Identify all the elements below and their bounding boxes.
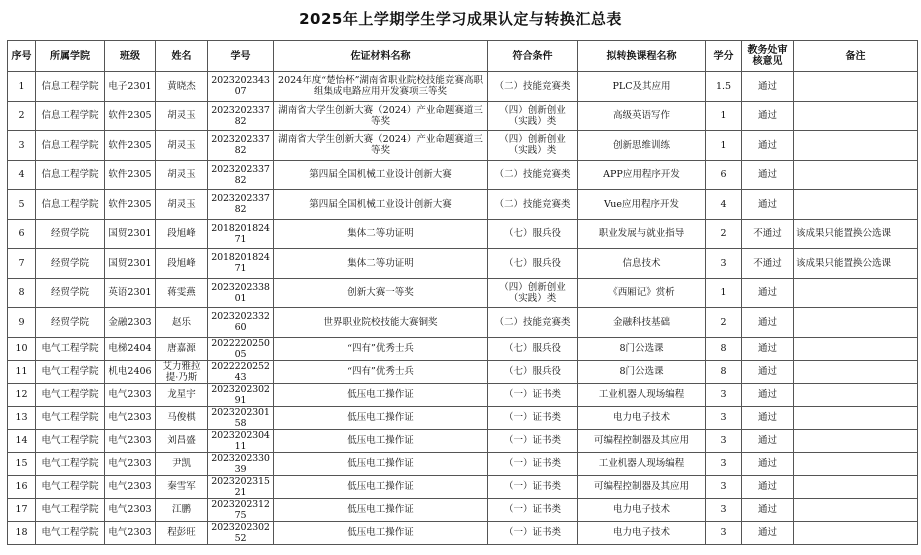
cell-condition: （一）证书类 (488, 521, 578, 544)
header-evidence: 佐证材料名称 (274, 41, 488, 72)
cell-note (794, 383, 918, 406)
cell-college: 经贸学院 (36, 308, 105, 338)
cell-name: 胡灵玉 (156, 190, 208, 220)
cell-college: 信息工程学院 (36, 131, 105, 161)
cell-opinion: 通过 (742, 160, 794, 190)
cell-credit: 3 (706, 452, 742, 475)
cell-note (794, 160, 918, 190)
cell-course: PLC及其应用 (578, 72, 706, 102)
cell-student-id: 202320233782 (208, 160, 274, 190)
cell-name: 程彭旺 (156, 521, 208, 544)
cell-condition: （四）创新创业（实践）类 (488, 131, 578, 161)
cell-college: 电气工程学院 (36, 406, 105, 429)
cell-note (794, 131, 918, 161)
table-row (8, 190, 918, 220)
cell-opinion: 不通过 (742, 219, 794, 249)
cell-condition: （二）技能竞赛类 (488, 72, 578, 102)
cell-college: 电气工程学院 (36, 452, 105, 475)
cell-class: 电气2303 (105, 475, 156, 498)
header-no: 序号 (8, 41, 36, 72)
cell-college: 经贸学院 (36, 278, 105, 308)
cell-evidence: “四有”优秀士兵 (274, 360, 488, 383)
cell-college: 电气工程学院 (36, 337, 105, 360)
cell-college: 信息工程学院 (36, 160, 105, 190)
summary-table (7, 40, 918, 545)
cell-name: 胡灵玉 (156, 160, 208, 190)
table-row (8, 72, 918, 102)
cell-college: 电气工程学院 (36, 521, 105, 544)
cell-evidence: 第四届全国机械工业设计创新大赛 (274, 160, 488, 190)
cell-credit: 3 (706, 383, 742, 406)
cell-class: 软件2305 (105, 160, 156, 190)
cell-note (794, 498, 918, 521)
cell-no: 15 (8, 452, 36, 475)
cell-credit: 6 (706, 160, 742, 190)
cell-no: 12 (8, 383, 36, 406)
table-row (8, 429, 918, 452)
cell-no: 5 (8, 190, 36, 220)
cell-class: 电气2303 (105, 452, 156, 475)
cell-no: 6 (8, 219, 36, 249)
cell-no: 7 (8, 249, 36, 279)
cell-note (794, 452, 918, 475)
cell-evidence: 第四届全国机械工业设计创新大赛 (274, 190, 488, 220)
cell-student-id: 202320233782 (208, 131, 274, 161)
cell-class: 金融2303 (105, 308, 156, 338)
cell-note (794, 521, 918, 544)
header-condition: 符合条件 (488, 41, 578, 72)
cell-opinion: 通过 (742, 383, 794, 406)
table-row (8, 521, 918, 544)
table-row (8, 475, 918, 498)
cell-course: 信息技术 (578, 249, 706, 279)
cell-name: 唐嘉源 (156, 337, 208, 360)
cell-college: 电气工程学院 (36, 383, 105, 406)
table-row (8, 101, 918, 131)
cell-condition: （一）证书类 (488, 498, 578, 521)
cell-note (794, 360, 918, 383)
cell-class: 电气2303 (105, 406, 156, 429)
cell-credit: 3 (706, 429, 742, 452)
table-row (8, 337, 918, 360)
cell-credit: 8 (706, 337, 742, 360)
table-row (8, 219, 918, 249)
cell-opinion: 通过 (742, 360, 794, 383)
cell-name: 黄晓杰 (156, 72, 208, 102)
table-row (8, 160, 918, 190)
cell-class: 软件2305 (105, 131, 156, 161)
cell-no: 9 (8, 308, 36, 338)
cell-credit: 4 (706, 190, 742, 220)
cell-course: 可编程控制器及其应用 (578, 475, 706, 498)
cell-opinion: 通过 (742, 308, 794, 338)
cell-name: 江鹏 (156, 498, 208, 521)
cell-course: 电力电子技术 (578, 406, 706, 429)
header-student-id: 学号 (208, 41, 274, 72)
cell-opinion: 通过 (742, 72, 794, 102)
cell-condition: （一）证书类 (488, 475, 578, 498)
cell-course: 电力电子技术 (578, 498, 706, 521)
table-row (8, 278, 918, 308)
cell-college: 信息工程学院 (36, 72, 105, 102)
cell-student-id: 201820182471 (208, 249, 274, 279)
cell-opinion: 通过 (742, 406, 794, 429)
cell-opinion: 通过 (742, 337, 794, 360)
cell-student-id: 202320230411 (208, 429, 274, 452)
cell-opinion: 通过 (742, 429, 794, 452)
cell-class: 软件2305 (105, 101, 156, 131)
cell-name: 蒋雯燕 (156, 278, 208, 308)
cell-name: 赵乐 (156, 308, 208, 338)
cell-note (794, 406, 918, 429)
cell-college: 电气工程学院 (36, 498, 105, 521)
cell-no: 4 (8, 160, 36, 190)
cell-college: 电气工程学院 (36, 429, 105, 452)
cell-credit: 1.5 (706, 72, 742, 102)
cell-college: 电气工程学院 (36, 475, 105, 498)
table-row (8, 308, 918, 338)
cell-condition: （一）证书类 (488, 452, 578, 475)
cell-note (794, 337, 918, 360)
cell-evidence: 低压电工操作证 (274, 383, 488, 406)
cell-evidence: 低压电工操作证 (274, 406, 488, 429)
cell-condition: （七）服兵役 (488, 337, 578, 360)
header-name: 姓名 (156, 41, 208, 72)
cell-student-id: 202320231521 (208, 475, 274, 498)
cell-college: 信息工程学院 (36, 190, 105, 220)
cell-no: 11 (8, 360, 36, 383)
cell-no: 3 (8, 131, 36, 161)
cell-class: 电梯2404 (105, 337, 156, 360)
cell-no: 16 (8, 475, 36, 498)
cell-credit: 1 (706, 131, 742, 161)
table-row (8, 360, 918, 383)
cell-student-id: 202320233801 (208, 278, 274, 308)
table-row (8, 383, 918, 406)
cell-no: 2 (8, 101, 36, 131)
cell-condition: （七）服兵役 (488, 360, 578, 383)
cell-class: 电气2303 (105, 383, 156, 406)
cell-student-id: 202320233782 (208, 190, 274, 220)
cell-no: 8 (8, 278, 36, 308)
cell-condition: （一）证书类 (488, 383, 578, 406)
cell-name: 刘昌盛 (156, 429, 208, 452)
cell-note: 该成果只能置换公选课 (794, 249, 918, 279)
header-class: 班级 (105, 41, 156, 72)
cell-no: 18 (8, 521, 36, 544)
cell-college: 经贸学院 (36, 219, 105, 249)
cell-course: 工业机器人现场编程 (578, 452, 706, 475)
cell-evidence: 低压电工操作证 (274, 429, 488, 452)
cell-evidence: 湖南省大学生创新大赛（2024）产业命题赛道三等奖 (274, 101, 488, 131)
cell-condition: （二）技能竞赛类 (488, 160, 578, 190)
cell-note (794, 72, 918, 102)
cell-evidence: 低压电工操作证 (274, 521, 488, 544)
cell-opinion: 通过 (742, 521, 794, 544)
cell-name: 胡灵玉 (156, 101, 208, 131)
cell-course: 职业发展与就业指导 (578, 219, 706, 249)
cell-course: 金融科技基础 (578, 308, 706, 338)
cell-college: 经贸学院 (36, 249, 105, 279)
cell-opinion: 通过 (742, 131, 794, 161)
cell-no: 1 (8, 72, 36, 102)
cell-credit: 2 (706, 308, 742, 338)
page-title: 2025年上学期学生学习成果认定与转换汇总表 (299, 10, 622, 28)
cell-credit: 8 (706, 360, 742, 383)
cell-note (794, 308, 918, 338)
header-note: 备注 (794, 41, 918, 72)
cell-course: APP应用程序开发 (578, 160, 706, 190)
cell-name: 艾力雅拉提·乃斯 (156, 360, 208, 383)
header-credit: 学分 (706, 41, 742, 72)
cell-condition: （一）证书类 (488, 429, 578, 452)
cell-evidence: “四有”优秀士兵 (274, 337, 488, 360)
cell-opinion: 通过 (742, 498, 794, 521)
cell-college: 电气工程学院 (36, 360, 105, 383)
cell-opinion: 通过 (742, 101, 794, 131)
cell-student-id: 202320230291 (208, 383, 274, 406)
cell-no: 14 (8, 429, 36, 452)
cell-evidence: 低压电工操作证 (274, 452, 488, 475)
table-row (8, 498, 918, 521)
cell-condition: （四）创新创业（实践）类 (488, 278, 578, 308)
cell-note (794, 475, 918, 498)
cell-note: 该成果只能置换公选课 (794, 219, 918, 249)
cell-opinion: 通过 (742, 452, 794, 475)
cell-credit: 3 (706, 406, 742, 429)
cell-name: 龙星宇 (156, 383, 208, 406)
cell-evidence: 湖南省大学生创新大赛（2024）产业命题赛道三等奖 (274, 131, 488, 161)
cell-name: 马俊棋 (156, 406, 208, 429)
cell-course: 电力电子技术 (578, 521, 706, 544)
cell-condition: （七）服兵役 (488, 219, 578, 249)
cell-name: 尹凯 (156, 452, 208, 475)
cell-student-id: 201820182471 (208, 219, 274, 249)
header-row (8, 41, 918, 72)
cell-no: 10 (8, 337, 36, 360)
cell-note (794, 101, 918, 131)
cell-condition: （七）服兵役 (488, 249, 578, 279)
cell-class: 电气2303 (105, 429, 156, 452)
cell-evidence: 创新大赛一等奖 (274, 278, 488, 308)
cell-class: 软件2305 (105, 190, 156, 220)
cell-class: 国贸2301 (105, 219, 156, 249)
cell-evidence: 低压电工操作证 (274, 498, 488, 521)
cell-name: 段旭峰 (156, 219, 208, 249)
cell-opinion: 通过 (742, 475, 794, 498)
cell-credit: 3 (706, 521, 742, 544)
cell-student-id: 202320233782 (208, 101, 274, 131)
cell-course: Vue应用程序开发 (578, 190, 706, 220)
table-row (8, 249, 918, 279)
cell-opinion: 通过 (742, 190, 794, 220)
cell-college: 信息工程学院 (36, 101, 105, 131)
cell-class: 电气2303 (105, 521, 156, 544)
cell-credit: 3 (706, 498, 742, 521)
cell-note (794, 190, 918, 220)
cell-opinion: 不通过 (742, 249, 794, 279)
cell-name: 秦雪军 (156, 475, 208, 498)
cell-student-id: 202222025005 (208, 337, 274, 360)
cell-evidence: 低压电工操作证 (274, 475, 488, 498)
cell-student-id: 202320231275 (208, 498, 274, 521)
header-course: 拟转换课程名称 (578, 41, 706, 72)
cell-student-id: 202320230252 (208, 521, 274, 544)
cell-condition: （二）技能竞赛类 (488, 190, 578, 220)
cell-evidence: 集体二等功证明 (274, 249, 488, 279)
cell-class: 电气2303 (105, 498, 156, 521)
cell-credit: 3 (706, 249, 742, 279)
cell-student-id: 202320234307 (208, 72, 274, 102)
cell-name: 胡灵玉 (156, 131, 208, 161)
cell-course: 创新思维训练 (578, 131, 706, 161)
cell-note (794, 429, 918, 452)
cell-course: 8门公选课 (578, 337, 706, 360)
cell-course: 《西厢记》赏析 (578, 278, 706, 308)
cell-student-id: 202320233260 (208, 308, 274, 338)
cell-course: 高级英语写作 (578, 101, 706, 131)
cell-condition: （二）技能竞赛类 (488, 308, 578, 338)
cell-note (794, 278, 918, 308)
cell-credit: 1 (706, 101, 742, 131)
cell-credit: 1 (706, 278, 742, 308)
header-opinion: 教务处审核意见 (742, 41, 794, 72)
cell-class: 电子2301 (105, 72, 156, 102)
header-college: 所属学院 (36, 41, 105, 72)
cell-class: 机电2406 (105, 360, 156, 383)
table-row (8, 131, 918, 161)
cell-evidence: 2024年度“楚怡杯”湖南省职业院校技能竞赛高职组集成电路应用开发赛项三等奖 (274, 72, 488, 102)
cell-course: 8门公选课 (578, 360, 706, 383)
cell-student-id: 202320230158 (208, 406, 274, 429)
cell-course: 工业机器人现场编程 (578, 383, 706, 406)
cell-condition: （四）创新创业（实践）类 (488, 101, 578, 131)
cell-evidence: 世界职业院校技能大赛铜奖 (274, 308, 488, 338)
cell-student-id: 202222025243 (208, 360, 274, 383)
cell-name: 段旭峰 (156, 249, 208, 279)
cell-credit: 2 (706, 219, 742, 249)
table-row (8, 406, 918, 429)
table-body (8, 72, 918, 545)
cell-course: 可编程控制器及其应用 (578, 429, 706, 452)
cell-opinion: 通过 (742, 278, 794, 308)
cell-student-id: 202320233039 (208, 452, 274, 475)
cell-class: 国贸2301 (105, 249, 156, 279)
cell-no: 13 (8, 406, 36, 429)
cell-condition: （一）证书类 (488, 406, 578, 429)
cell-no: 17 (8, 498, 36, 521)
cell-evidence: 集体二等功证明 (274, 219, 488, 249)
cell-class: 英语2301 (105, 278, 156, 308)
table-row (8, 452, 918, 475)
cell-credit: 3 (706, 475, 742, 498)
